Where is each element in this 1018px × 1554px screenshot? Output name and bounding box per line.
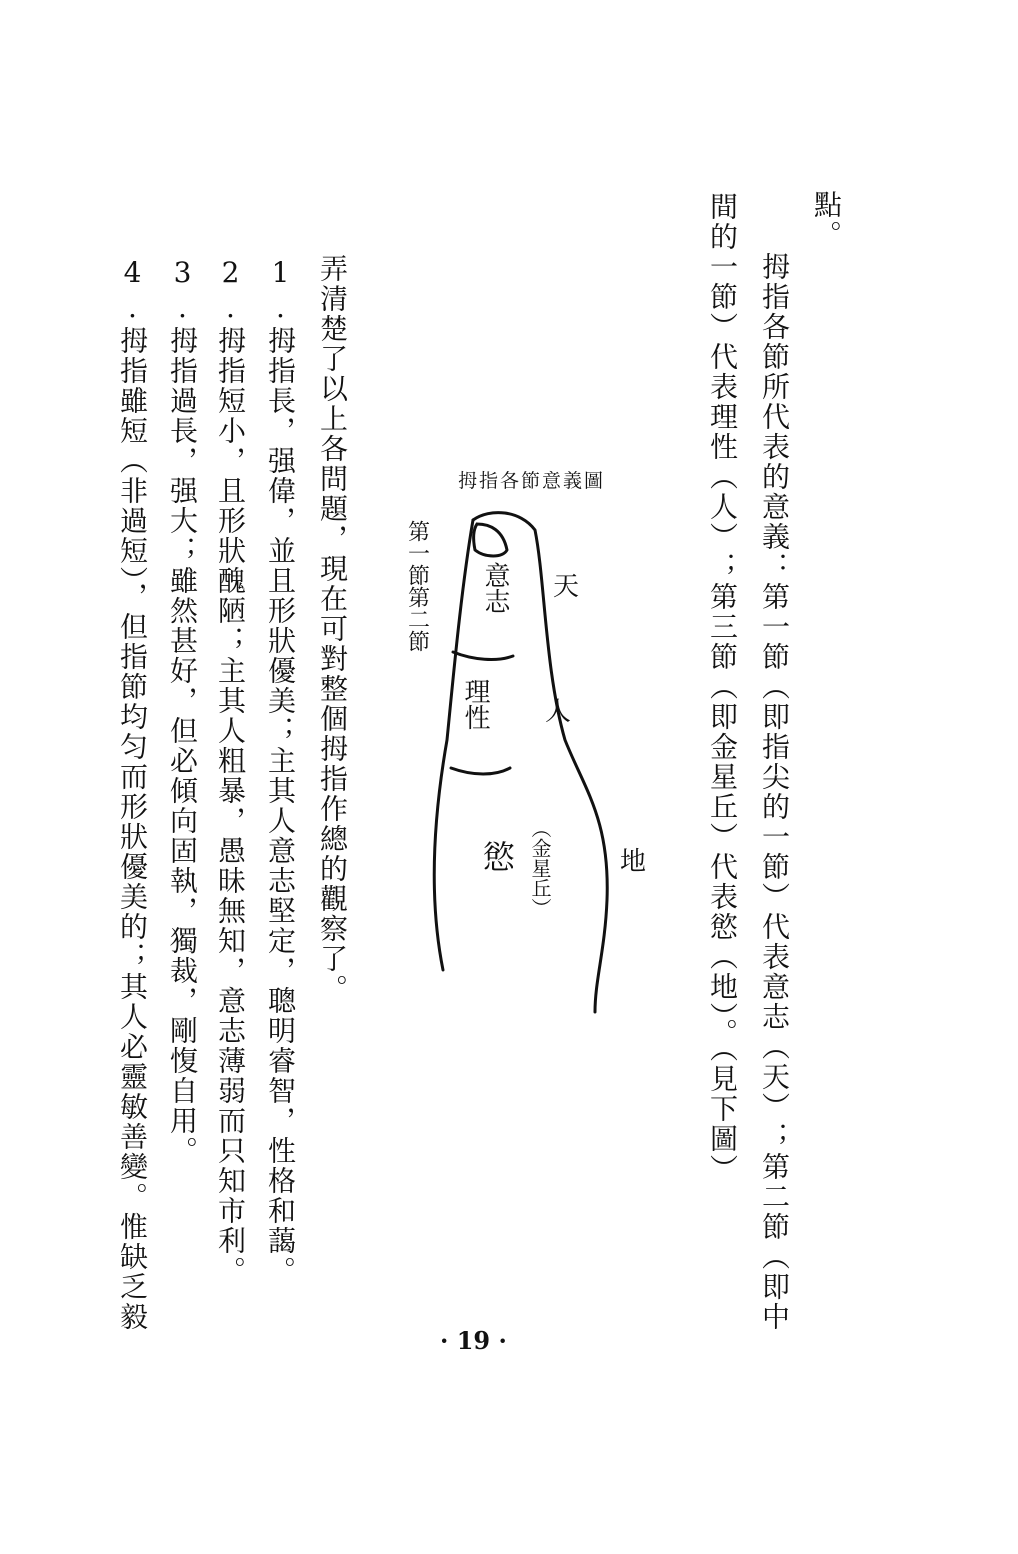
thumbnail — [474, 524, 507, 556]
list-item-2: 2.拇指短小，且形狀醜陋；主其人粗暴，愚昧無知，意志薄弱而只知市利。 — [214, 256, 247, 1286]
list-item-4: 4.拇指雖短（非過短），但指節均匀而形狀優美的；其人必靈敏善變。惟缺乏毅 — [116, 256, 149, 1332]
label-yizhi: 意志 — [480, 562, 510, 614]
page-number: · 19 · — [440, 1326, 507, 1355]
label-jinxingqiu: （金星丘） — [528, 818, 552, 918]
text-column-3: 間的一節）代表理性（人）；第三節（即金星丘）代表慾（地）。（見下圖） — [706, 192, 739, 1184]
label-lixing: 理性 — [460, 678, 490, 730]
text-column-4: 弄清楚了以上各問題，現在可對整個拇指作總的觀察了。 — [316, 254, 349, 1004]
list-item-3: 3.拇指過長，强大；雖然甚好，但必傾向固執，獨裁，剛愎自用。 — [166, 256, 199, 1166]
joint-crease-1 — [453, 652, 513, 659]
text-column-2: 拇指各節所代表的意義：第一節（即指尖的一節）代表意志（天）；第二節（即中 — [758, 222, 791, 1332]
label-tian: 天 — [553, 572, 580, 602]
joint-crease-2 — [451, 768, 510, 774]
label-yu: 慾 — [483, 838, 516, 876]
text-column-1: 點。 — [810, 190, 843, 250]
label-ren: 人 — [545, 697, 572, 727]
thumb-outline-left — [434, 520, 473, 970]
list-item-1: 1.拇指長，强偉，並且形狀優美；主其人意志堅定，聰明睿智，性格和藹。 — [264, 256, 297, 1286]
figure-caption: 拇指各節意義圖 — [458, 470, 606, 492]
label-di: 地 — [620, 847, 647, 877]
label-disanjie: 第一節第二節 — [404, 520, 430, 652]
thumb-diagram — [395, 500, 675, 1030]
